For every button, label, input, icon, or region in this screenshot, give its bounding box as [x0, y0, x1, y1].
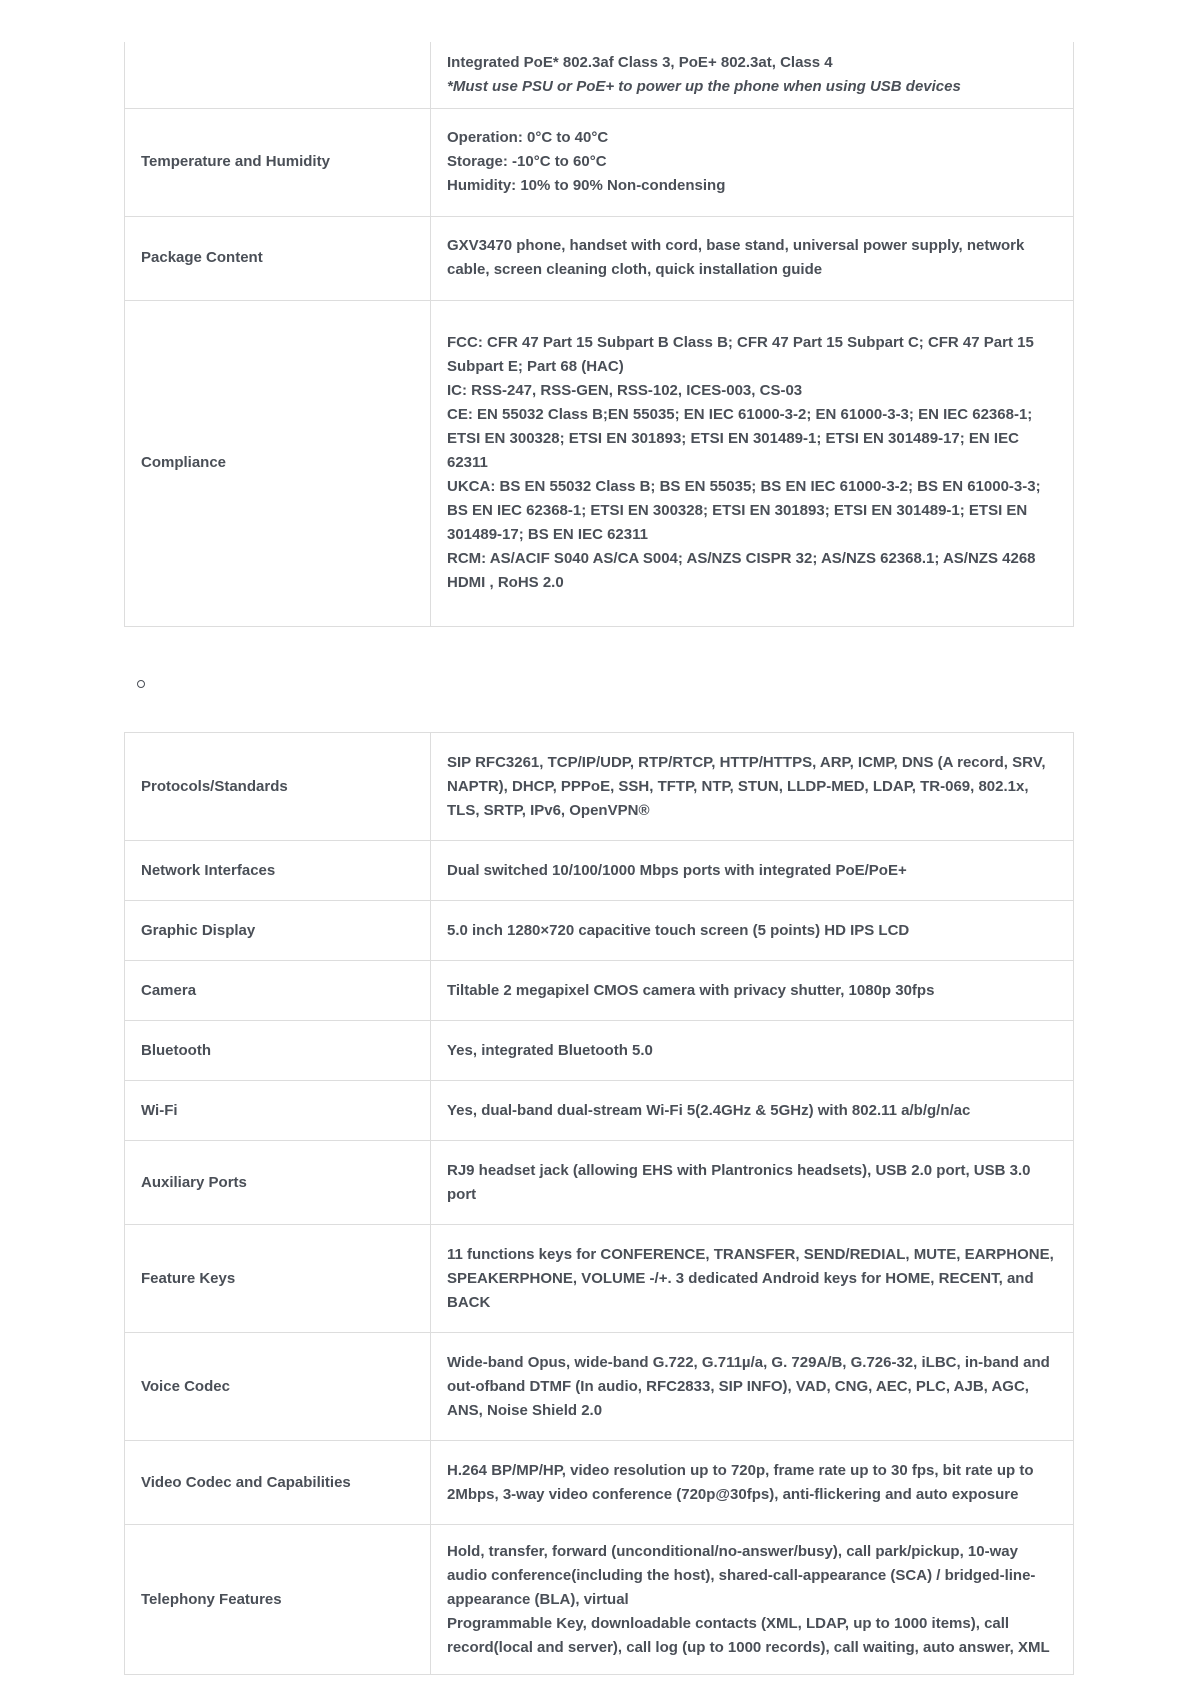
table-row: [125, 42, 1074, 108]
spec-table-power-environment: [124, 42, 1074, 627]
spec-value-line: FCC: CFR 47 Part 15 Subpart B Class B; CFR 47 Part 15 Subpart C; CFR 47 Part 15 Subpart E; Part 68 (HAC): [447, 334, 1038, 375]
spec-value-line: HDMI , RoHS 2.0: [447, 574, 564, 591]
spec-label: Camera: [125, 961, 431, 1021]
spec-label: Graphic Display: [125, 901, 431, 961]
spec-label: Bluetooth: [125, 1021, 431, 1081]
spec-label: Voice Codec: [125, 1333, 431, 1441]
spec-label: Wi-Fi: [125, 1081, 431, 1141]
spec-value-line: CE: EN 55032 Class B;EN 55035; EN IEC 61000-3-2; EN 61000-3-3; EN IEC 62368-1; ETSI EN 300328; ETSI EN 301893; ETSI EN 301489-1; ETSI EN 301489-17; EN IEC 62311: [447, 406, 1037, 471]
spec-value-line: IC: RSS-247, RSS-GEN, RSS-102, ICES-003, CS-03: [447, 382, 803, 399]
spec-value: [431, 1021, 1074, 1081]
table-row: [125, 961, 1074, 1021]
spec-value: [431, 1225, 1074, 1333]
spec-label: Protocols/Standards: [125, 733, 431, 841]
list-bullet: [137, 680, 145, 688]
spec-value-line: Wide-band Opus, wide-band G.722, G.711µ/a, G. 729A/B, G.726-32, iLBC, in-band and out-ofband DTMF (In audio, RFC2833, SIP INFO), VAD, CNG, AEC, PLC, AJB, AGC, ANS, Noise Shield 2.0: [447, 1353, 1054, 1419]
spec-value: [431, 1333, 1074, 1441]
spec-value-line: Storage: -10°C to 60°C: [447, 153, 607, 170]
spec-value-line: UKCA: BS EN 55032 Class B; BS EN 55035; BS EN IEC 61000-3-2; BS EN 61000-3-3; BS EN IEC 62368-1; ETSI EN 300328; ETSI EN 301893; ETSI EN 301489-1; ETSI EN 301489-17; BS EN IEC 62311: [447, 478, 1045, 543]
table-row: [125, 1333, 1074, 1441]
spec-value-line: H.264 BP/MP/HP, video resolution up to 720p, frame rate up to 30 fps, bit rate up to 2Mbps, 3-way video conference (720p@30fps), anti-flickering and auto exposure: [447, 1461, 1038, 1503]
spec-value-line: Integrated PoE* 802.3af Class 3, PoE+ 802.3at, Class 4: [447, 53, 833, 71]
spec-value-line: GXV3470 phone, handset with cord, base stand, universal power supply, network cable, screen cleaning cloth, quick installation guide: [447, 237, 1029, 278]
spec-value: [431, 841, 1074, 901]
spec-value: [431, 42, 1074, 108]
table-row: [125, 300, 1074, 626]
spec-value-line: Humidity: 10% to 90% Non-condensing: [447, 177, 726, 194]
spec-value: [431, 300, 1074, 626]
spec-value: [431, 1525, 1074, 1675]
spec-label: Video Codec and Capabilities: [125, 1441, 431, 1525]
table-row: [125, 1021, 1074, 1081]
table-row: [125, 1441, 1074, 1525]
spec-value-line: Programmable Key, downloadable contacts (XML, LDAP, up to 1000 items), call record(local and server), call log (up to 1000 records), call waiting, auto answer, XML: [447, 1614, 1050, 1656]
spec-value-line: 11 functions keys for CONFERENCE, TRANSFER, SEND/REDIAL, MUTE, EARPHONE, SPEAKERPHONE, VOLUME -/+. 3 dedicated Android keys for HOME, RECENT, and BACK: [447, 1245, 1058, 1311]
spec-value: [431, 961, 1074, 1021]
table-row: [125, 1525, 1074, 1675]
spec-value: [431, 1141, 1074, 1225]
table-row: [125, 841, 1074, 901]
table-row: [125, 1141, 1074, 1225]
table-row: [125, 108, 1074, 216]
spec-value-line: Yes, integrated Bluetooth 5.0: [447, 1041, 653, 1059]
spec-value: [431, 901, 1074, 961]
spec-label: [125, 42, 431, 108]
spec-value: [431, 108, 1074, 216]
spec-value-line: SIP RFC3261, TCP/IP/UDP, RTP/RTCP, HTTP/HTTPS, ARP, ICMP, DNS (A record, SRV, NAPTR), DHCP, PPPoE, SSH, TFTP, NTP, STUN, LLDP-MED, LDAP, TR-069, 802.1x, TLS, SRTP, IPv6, OpenVPN®: [447, 753, 1050, 819]
spec-label: Package Content: [125, 216, 431, 300]
spec-value-line: Hold, transfer, forward (unconditional/no-answer/busy), call park/pickup, 10-way audio conference(including the host), shared-call-appearance (SCA) / bridged-line-appearance (BLA), virtual: [447, 1542, 1036, 1608]
spec-value-line: RCM: AS/ACIF S040 AS/CA S004; AS/NZS CISPR 32; AS/NZS 62368.1; AS/NZS 4268: [447, 550, 1036, 567]
spec-value-line: Yes, dual-band dual-stream Wi-Fi 5(2.4GHz & 5GHz) with 802.11 a/b/g/n/ac: [447, 1101, 971, 1119]
table-row: [125, 901, 1074, 961]
spec-table-technical: [124, 732, 1074, 1675]
spec-label: Auxiliary Ports: [125, 1141, 431, 1225]
spec-label: Telephony Features: [125, 1525, 431, 1675]
spec-value-line: Dual switched 10/100/1000 Mbps ports with integrated PoE/PoE+: [447, 861, 907, 879]
spec-label: Compliance: [125, 300, 431, 626]
spec-value: [431, 1081, 1074, 1141]
table-row: [125, 1225, 1074, 1333]
spec-value: [431, 216, 1074, 300]
table-row: [125, 1081, 1074, 1141]
spec-label: Feature Keys: [125, 1225, 431, 1333]
spec-value-line: Tiltable 2 megapixel CMOS camera with privacy shutter, 1080p 30fps: [447, 981, 935, 999]
spec-value: [431, 1441, 1074, 1525]
spec-label: Temperature and Humidity: [125, 108, 431, 216]
spec-value-line: Operation: 0°C to 40°C: [447, 129, 609, 146]
table-row: [125, 733, 1074, 841]
table-row: [125, 216, 1074, 300]
spec-label: Network Interfaces: [125, 841, 431, 901]
spec-value-line: 5.0 inch 1280×720 capacitive touch screen (5 points) HD IPS LCD: [447, 921, 910, 939]
spec-value-line: RJ9 headset jack (allowing EHS with Plantronics headsets), USB 2.0 port, USB 3.0 port: [447, 1161, 1035, 1203]
spec-value: [431, 733, 1074, 841]
spec-value-line: *Must use PSU or PoE+ to power up the phone when using USB devices: [447, 77, 961, 95]
